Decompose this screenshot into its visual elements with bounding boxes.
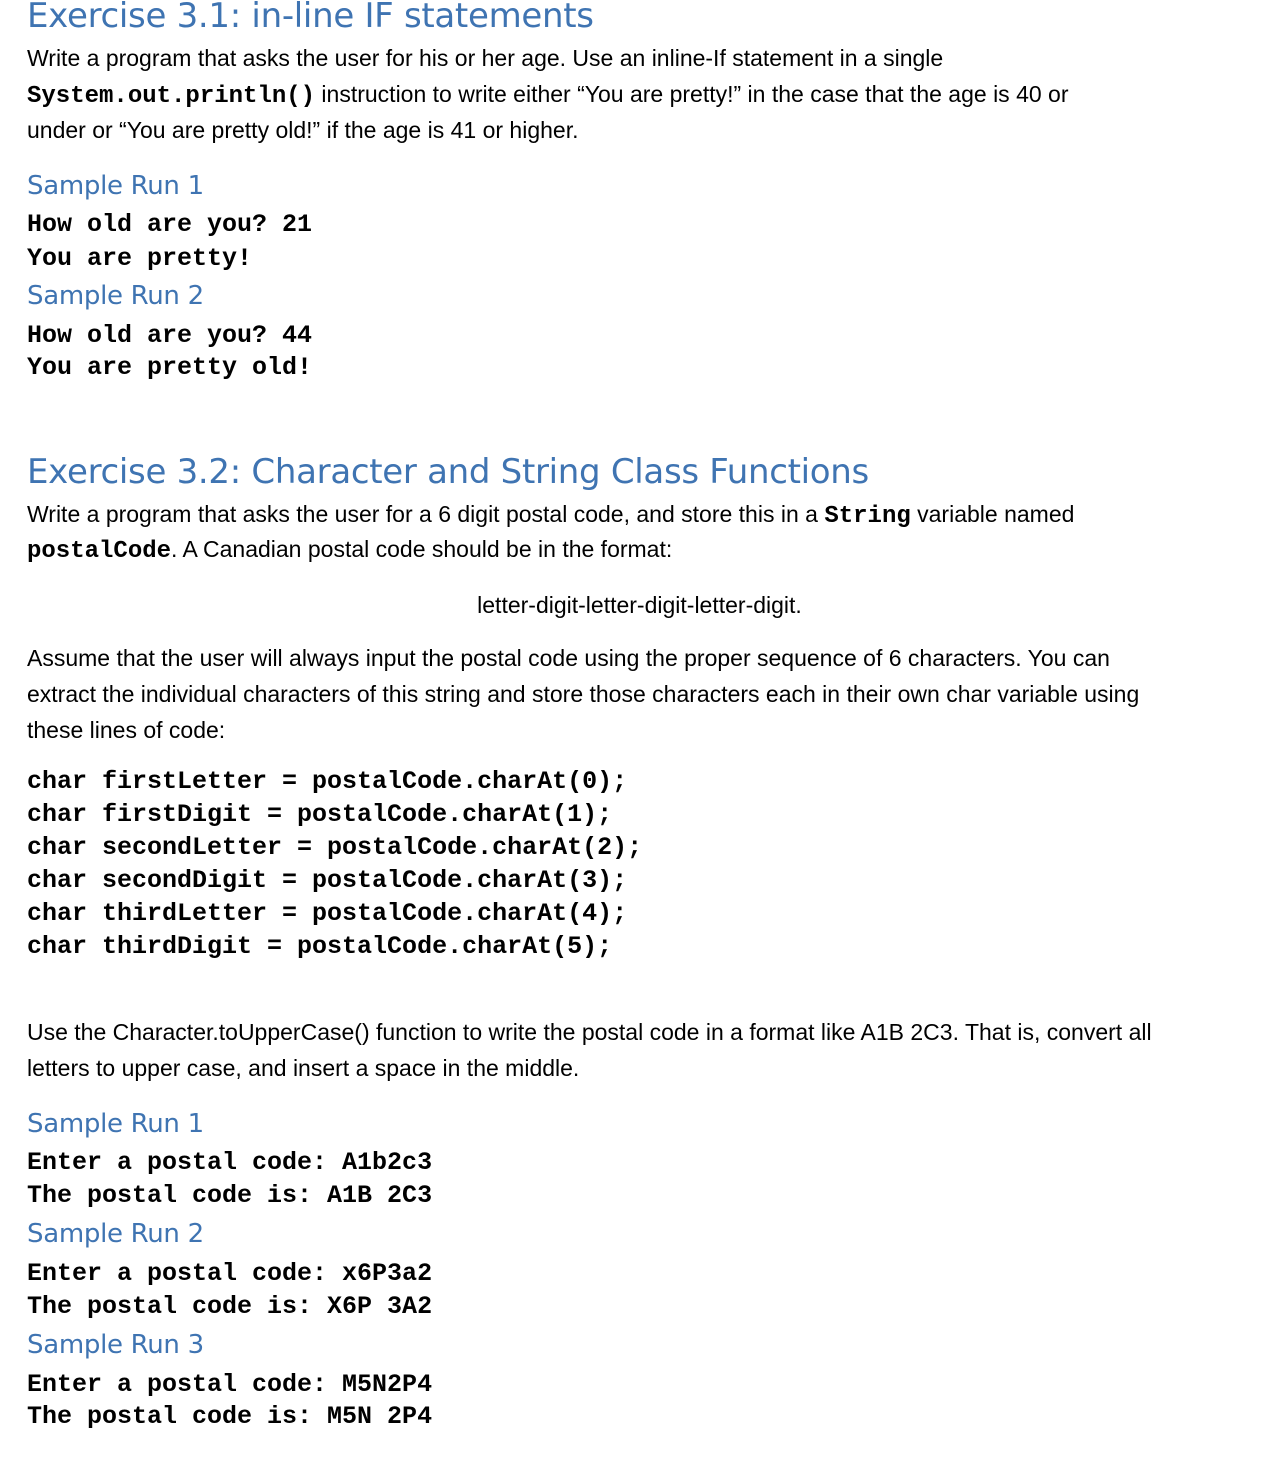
ex1-description-text: instruction to write either “You are pretty!” in the case that the age is 40 or	[315, 81, 1069, 107]
ex2-description-text: Write a program that asks the user for a 6 digit postal code, and store this in a	[27, 501, 825, 527]
ex2-description-text: variable named	[910, 501, 1075, 527]
ex2-use-line-1: Use the Character.toUpperCase() function to write the postal code in a format like A1B 2C3. That is, convert all	[27, 1019, 1152, 1045]
sample-run-heading: Sample Run 2	[27, 1219, 204, 1249]
code-line: char firstDigit = postalCode.charAt(1);	[27, 800, 613, 829]
code-line: char secondLetter = postalCode.charAt(2);	[27, 833, 643, 862]
ex2-assume-line-2: extract the individual characters of this string and store those characters each in their own char variable using	[27, 681, 1140, 707]
ex2-assume-line-3: these lines of code:	[27, 717, 226, 743]
sample-output-line: Enter a postal code: x6P3a2	[27, 1259, 433, 1288]
inline-code: postalCode	[27, 538, 172, 565]
exercise-3-1-title: Exercise 3.1: in-line IF statements	[27, 0, 594, 36]
ex1-description-line-2	[27, 76, 1069, 115]
inline-code: System.out.println()	[27, 83, 316, 110]
postal-code-format: letter-digit-letter-digit-letter-digit.	[477, 592, 802, 618]
sample-output-line: How old are you? 21	[27, 210, 313, 239]
code-line: char thirdDigit = postalCode.charAt(5);	[27, 932, 613, 961]
sample-run-heading: Sample Run 1	[27, 1109, 204, 1139]
sample-output-line: The postal code is: M5N 2P4	[27, 1402, 433, 1431]
ex2-use-line-2: letters to upper case, and insert a space in the middle.	[27, 1055, 580, 1081]
code-line: char firstLetter = postalCode.charAt(0);	[27, 767, 628, 796]
inline-code: String	[824, 503, 911, 530]
code-line: char secondDigit = postalCode.charAt(3);	[27, 866, 628, 895]
ex2-description-text: . A Canadian postal code should be in the format:	[171, 536, 673, 562]
sample-output-line: The postal code is: X6P 3A2	[27, 1292, 433, 1321]
sample-output-line: Enter a postal code: A1b2c3	[27, 1148, 433, 1177]
sample-output-line: You are pretty!	[27, 244, 253, 273]
sample-output-line: How old are you? 44	[27, 321, 313, 350]
exercise-3-2-title: Exercise 3.2: Character and String Class Functions	[27, 452, 869, 492]
ex2-description-line-2	[27, 531, 672, 570]
sample-run-heading: Sample Run 2	[27, 281, 204, 311]
ex1-description-line-1: Write a program that asks the user for his or her age. Use an inline-If statement in a single	[27, 45, 944, 71]
ex2-assume-line-1: Assume that the user will always input the postal code using the proper sequence of 6 characters. You can	[27, 645, 1110, 671]
sample-output-line: You are pretty old!	[27, 353, 313, 382]
sample-run-heading: Sample Run 3	[27, 1330, 204, 1360]
ex2-description-line-1	[27, 496, 1074, 535]
code-line: char thirdLetter = postalCode.charAt(4);	[27, 899, 628, 928]
sample-output-line: Enter a postal code: M5N2P4	[27, 1370, 433, 1399]
sample-run-heading: Sample Run 1	[27, 171, 204, 201]
sample-output-line: The postal code is: A1B 2C3	[27, 1181, 433, 1210]
ex1-description-line-3: under or “You are pretty old!” if the age is 41 or higher.	[27, 117, 579, 143]
